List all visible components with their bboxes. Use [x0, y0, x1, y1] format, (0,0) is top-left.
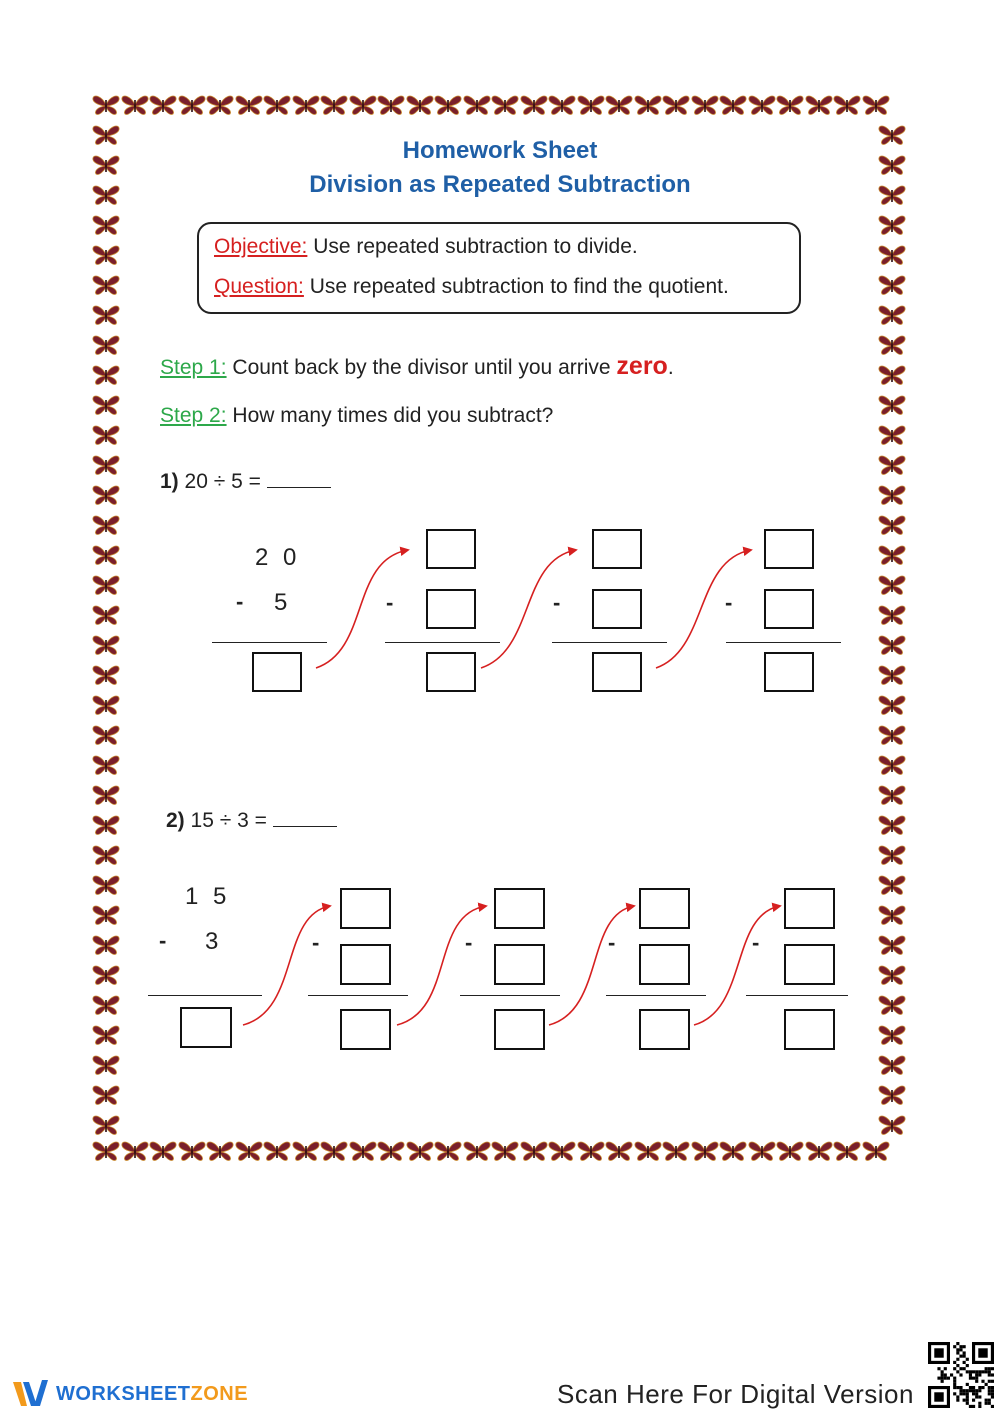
question-label: Question:: [214, 275, 304, 298]
problem-1-expression: 20 ÷ 5 =: [184, 470, 261, 493]
question-text: Use repeated subtraction to find the quotient.: [303, 275, 729, 298]
page-subtitle: Division as Repeated Subtraction: [309, 171, 691, 198]
brand-part-2: ZONE: [190, 1382, 249, 1405]
step-1-label: Step 1:: [160, 356, 227, 379]
worksheetzone-logo-icon: [10, 1376, 50, 1412]
problem-2-minus-3: -: [465, 930, 473, 955]
problem-1-minus: -: [236, 589, 244, 614]
page-title: Homework Sheet: [402, 137, 598, 164]
step-1-zero: zero: [616, 352, 668, 380]
problem-2-dividend: 1 5: [185, 883, 231, 910]
problem-2-number: 2): [166, 809, 185, 832]
problem-2-minus-5: -: [752, 930, 760, 955]
problem-2-minus-2: -: [312, 930, 320, 955]
qr-code-icon[interactable]: [928, 1342, 994, 1408]
problem-1-dividend: 2 0: [255, 544, 301, 571]
step-1-text: Count back by the divisor until you arrive: [226, 356, 617, 379]
step-1-end: .: [667, 356, 674, 379]
problem-1-minus-3: -: [553, 590, 561, 615]
problem-1-number: 1): [160, 470, 179, 493]
brand-name: [56, 1383, 248, 1406]
problem-1-minus-4: -: [725, 590, 733, 615]
step-2-text: How many times did you subtract?: [226, 404, 554, 427]
arrow-icon: [243, 550, 780, 1025]
worksheetzone-logo[interactable]: [10, 1374, 248, 1414]
objective-text: Use repeated subtraction to divide.: [307, 235, 638, 258]
brand-part-1: WORKSHEET: [56, 1382, 191, 1405]
objective-label: Objective:: [214, 235, 308, 258]
scan-text: Scan Here For Digital Version: [557, 1379, 914, 1409]
problem-2-expression: 15 ÷ 3 =: [190, 809, 267, 832]
problem-2-minus-4: -: [608, 930, 616, 955]
step-2-label: Step 2:: [160, 404, 227, 427]
problem-1-minus-2: -: [386, 590, 394, 615]
problem-1-divisor: 5: [274, 589, 292, 616]
problem-2-minus: -: [159, 928, 167, 953]
problem-2-divisor: 3: [205, 928, 223, 955]
